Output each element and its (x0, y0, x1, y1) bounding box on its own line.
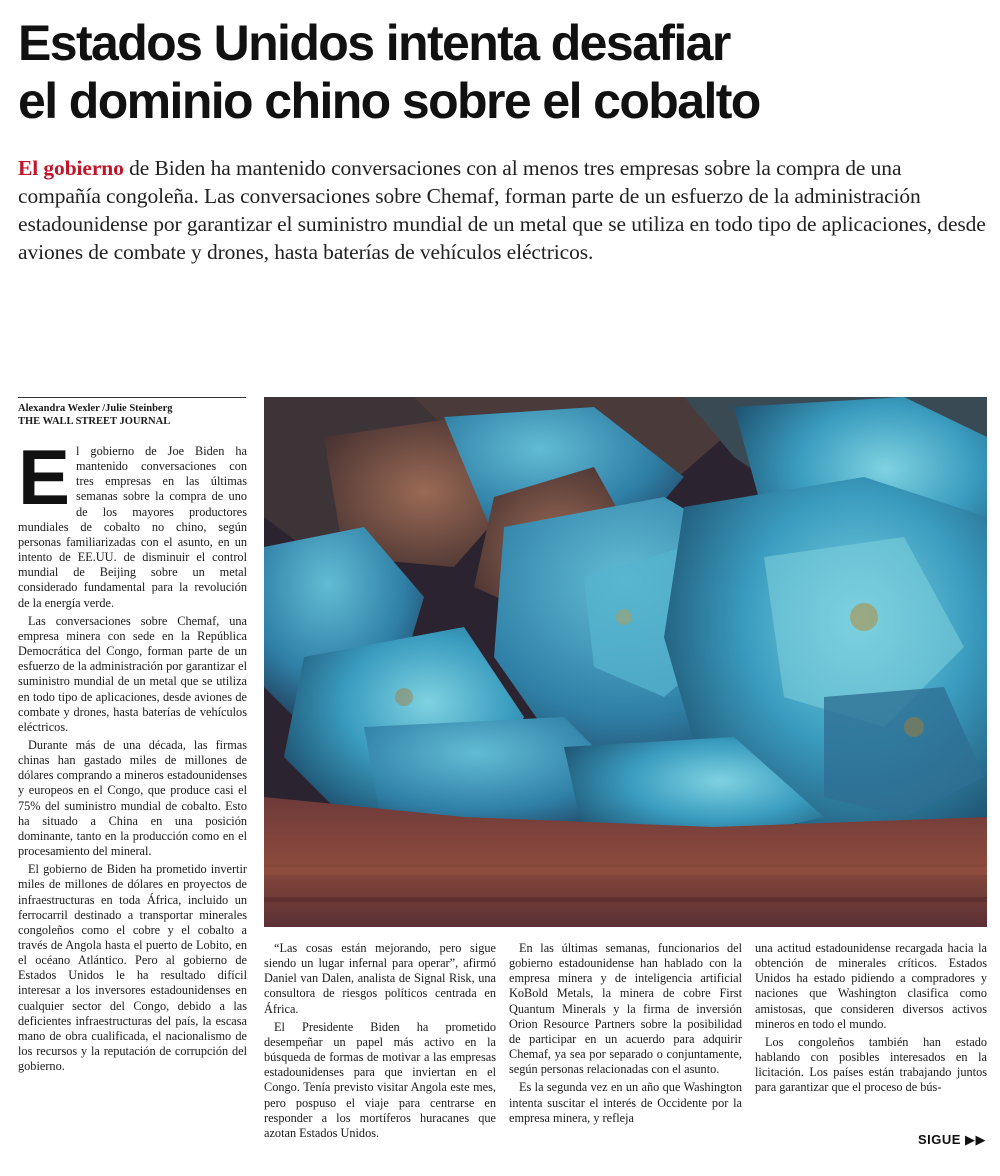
byline-authors: Alexandra Wexler /Julie Steinberg (18, 403, 173, 414)
paragraph-4: El gobierno de Biden ha prometido invertir miles de millones de dólares en proyectos de infraestructuras en toda África, incluido un ferrocarril destinado a transportar minerales congoleños como el cobre y el cobalto a través de Angola hasta el puerto de Lobito, en el océano Atlántico. Pero al gobierno de Estados Unidos le ha resultado difícil interesar a los inversores estadounidenses en cualquier sector del Congo, debido a las deficientes infraestructuras del país, la escasa mano de obra cualificada, el nacionalismo de los recursos y la reputación de corrupción del gobierno. (18, 862, 247, 1074)
headline (18, 14, 978, 130)
paragraph-8-continued: una actitud estadounidense recargada hacia la obtención de minerales críticos. Estados Unidos ha estado pidiendo a compradores y naciones que Washington clasifica como amistosas, que consideren diversos activos mineros en todo el mundo. (755, 941, 987, 1031)
paragraph-8: Es la segunda vez en un año que Washington intenta suscitar el interés de Occidente por la empresa minera, y refleja (509, 1080, 742, 1125)
byline (18, 397, 246, 428)
headline-line-1: Estados Unidos intenta desafiar (18, 15, 730, 71)
continue-marker: SIGUE ▶▶ (917, 1132, 986, 1147)
article-column-2 (264, 941, 496, 1144)
paragraph-9: Los congoleños también han estado hablando con posibles interesados en la licitación. Los países están trabajando juntos para garantizar que el proceso de bús- (755, 1034, 987, 1095)
lede-text: de Biden ha mantenido conversaciones con al menos tres empresas sobre la compra de una compañía congoleña. Las conversaciones sobre Chemaf, forman parte de un esfuerzo de la administración estadounidense por garantizar el suministro mundial de un metal que se utiliza en todo tipo de aplicaciones, desde aviones de combate y drones, hasta baterías de vehículos eléctricos. (18, 156, 986, 264)
paragraph-2: Las conversaciones sobre Chemaf, una empresa minera con sede en la República Democrática del Congo, forman parte de un esfuerzo de la administración por garantizar el suministro mundial de un metal que se utiliza en todo tipo de aplicaciones, desde aviones de combate y drones, hasta baterías de vehículos eléctricos. (18, 613, 247, 734)
paragraph-1-text: l gobierno de Joe Biden ha mantenido conversaciones con tres empresas en las últimas semanas sobre la compra de uno de los mayores productores mundiales de cobalto no chino, según personas familiarizadas con el asunto, en un intento de EE.UU. de disminuir el control mundial de Beijing sobre un metal considerado fundamental para la revolución de la energía verde. (18, 444, 247, 610)
headline-line-2: el dominio chino sobre el cobalto (18, 73, 760, 129)
paragraph-3: Durante más de una década, las firmas chinas han gastado miles de millones de dólares comprando a mineros estadounidenses y europeos en el Congo, que produce casi el 75% del suministro mundial de cobalto. Esto ha situado a China en una posición dominante, tanto en la producción como en el procesamiento del mineral. (18, 737, 247, 859)
paragraph-6: El Presidente Biden ha prometido desempeñar un papel más activo en la búsqueda de formas de motivar a las empresas estadounidenses para que inviertan en el Congo. Tenía previsto visitar Angola este mes, pero pospuso el viaje para centrarse en responder a los mortíferos huracanes que azotan Estados Unidos. (264, 1019, 496, 1140)
article-column-1 (18, 433, 247, 1077)
article-column-3 (509, 941, 742, 1129)
lede (18, 154, 988, 266)
article-column-4 (755, 941, 987, 1099)
paragraph-5: “Las cosas están mejorando, pero sigue siendo un lugar infernal para operar”, afirmó Daniel van Dalen, analista de Signal Risk, una consultora de riesgos políticos centrada en África. (264, 941, 496, 1016)
lede-lead-word: El gobierno (18, 156, 124, 180)
drop-cap: E (18, 433, 71, 521)
byline-outlet: THE WALL STREET JOURNAL (18, 416, 171, 427)
cobalt-ore-illustration (264, 397, 987, 927)
paragraph-1 (18, 433, 247, 611)
cobalt-ore-photo (264, 397, 987, 927)
paragraph-7: En las últimas semanas, funcionarios del gobierno estadounidense han hablado con la empresa minera y de inteligencia artificial KoBold Metals, la minera de cobre First Quantum Minerals y la firma de inversión Orion Resource Partners sobre la posibilidad de participar en un acuerdo para adquirir Chemaf, ya sea por separado o conjuntamente, según personas relacionadas con el asunto. (509, 941, 742, 1077)
